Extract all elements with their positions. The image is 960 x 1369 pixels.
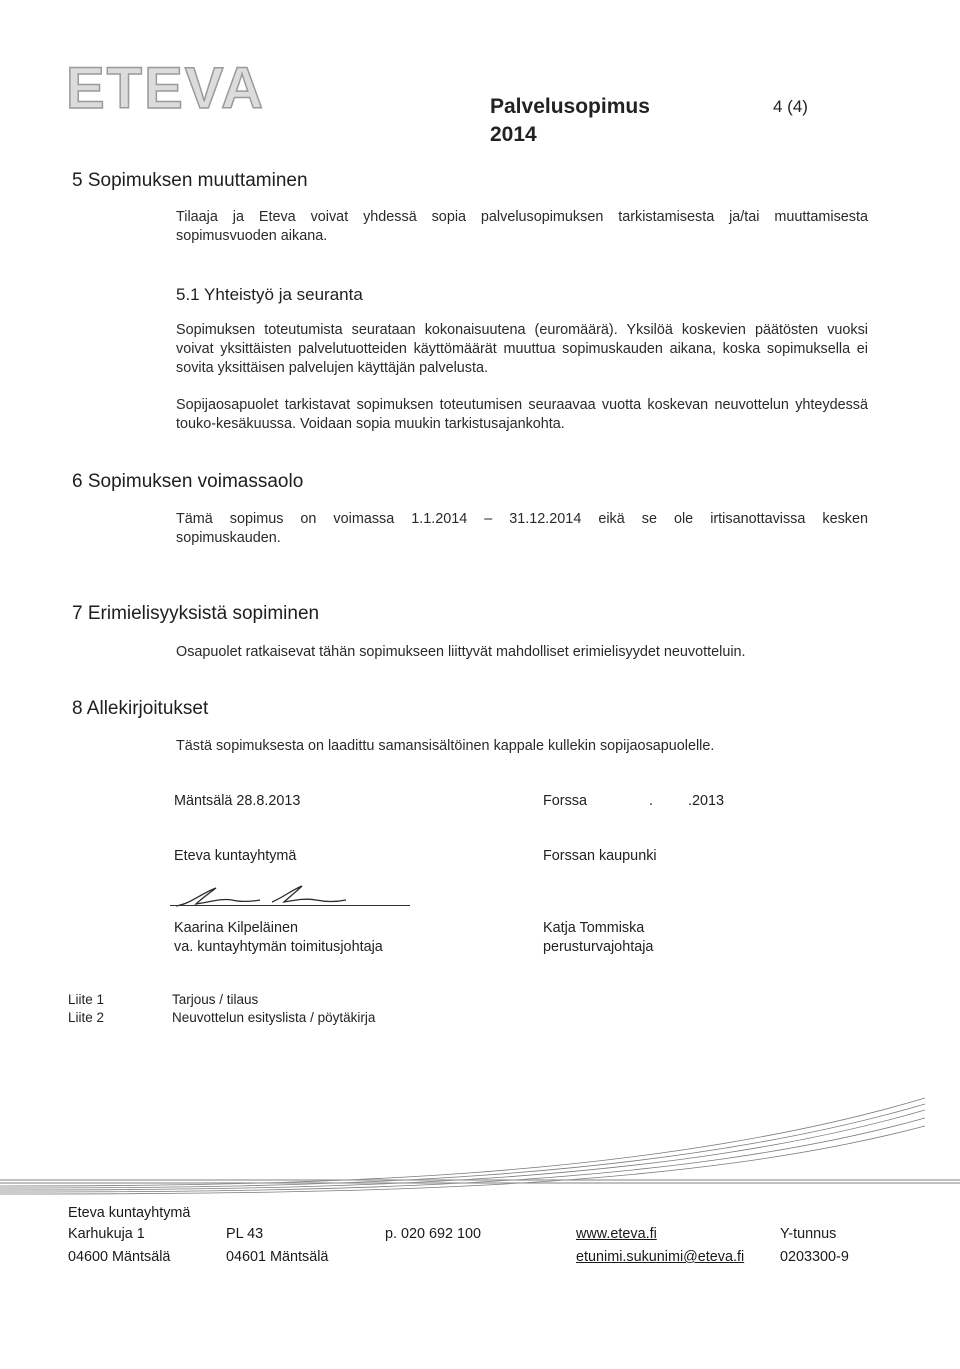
footer-po-postcode: 04601 Mäntsälä [226,1249,329,1265]
page-number: 4 (4) [773,97,808,116]
section-8-heading: 8 Allekirjoitukset [72,698,209,719]
footer-business-id: 0203300-9 [780,1249,849,1265]
section-6-heading: 6 Sopimuksen voimassaolo [72,471,304,492]
handwritten-signature [170,880,415,912]
footer-business-id-label: Y-tunnus [780,1226,837,1242]
footer-email-link[interactable]: etunimi.sukunimi@eteva.fi [576,1249,745,1265]
left-organization: Eteva kuntayhtymä [174,848,297,864]
right-organization: Forssan kaupunki [543,848,657,864]
section-5-heading: 5 Sopimuksen muuttaminen [72,170,308,191]
right-place: Forssa [543,793,587,809]
right-date-dot: . [649,793,653,809]
section-5-text-line2: sopimusvuoden aikana. [176,228,328,244]
signature-line [170,905,410,906]
section-8-text: Tästä sopimuksesta on laadittu samansisältöinen kappale kullekin sopijaosapuolelle. [176,738,715,754]
footer-org: Eteva kuntayhtymä [68,1205,191,1221]
left-signer-name: Kaarina Kilpeläinen [174,920,299,936]
footer-street: Karhukuja 1 [68,1226,145,1242]
footer-po-box: PL 43 [226,1226,264,1242]
attachment-2-title: Neuvottelun esityslista / pöytäkirja [172,1010,376,1025]
footer-phone: p. 020 692 100 [385,1226,482,1242]
left-place-date: Mäntsälä 28.8.2013 [174,793,301,809]
attachment-2-id: Liite 2 [68,1010,105,1025]
section-5-1-paragraph-1: Sopimuksen toteutumista seurataan kokonaisuutena (euromäärä). Yksilöä koskevien päätösten vuoksi voivat yksittäisten palvelutuotteiden käyttömäärät muuttua sopimuskauden aikana, koska sopimuksella ei sovita yksittäisen palvelujen käyttäjän palvelusta. [176,322,868,376]
section-7-heading: 7 Erimielisyyksistä sopiminen [72,603,320,624]
document-title: Palvelusopimus [490,95,650,118]
attachment-1-id: Liite 1 [68,992,105,1007]
section-6-text-line2: sopimuskauden. [176,530,281,546]
section-5-1-heading: 5.1 Yhteistyö ja seuranta [176,285,363,304]
eteva-logo: ETEVA [66,56,266,121]
right-signer-role: perusturvajohtaja [543,939,654,955]
attachment-1-title: Tarjous / tilaus [172,992,259,1007]
document-year: 2014 [490,123,537,146]
section-5-1-paragraph-2: Sopijaosapuolet tarkistavat sopimuksen toteutumisen seuraavaa vuotta koskevan neuvottelun yhteydessä touko-kesäkuussa. Voidaan sopia muukin tarkistusajankohta. [176,397,868,432]
footer-postcode: 04600 Mäntsälä [68,1249,171,1265]
right-signer-name: Katja Tommiska [543,920,645,936]
footer-website-link[interactable]: www.eteva.fi [576,1226,657,1242]
footer-swoosh-decoration [0,1090,960,1200]
left-signer-role: va. kuntayhtymän toimitusjohtaja [174,939,383,955]
section-5-text-line1: Tilaaja ja Eteva voivat yhdessä sopia palvelusopimuksen tarkistamisesta ja/tai muuttamisesta [176,209,868,225]
section-7-text: Osapuolet ratkaisevat tähän sopimukseen liittyvät mahdolliset erimielisyydet neuvotteluin. [176,644,746,660]
section-6-text-line1: Tämä sopimus on voimassa 1.1.2014 – 31.12.2014 eikä se ole irtisanottavissa kesken [176,511,868,527]
right-year: .2013 [688,793,725,809]
